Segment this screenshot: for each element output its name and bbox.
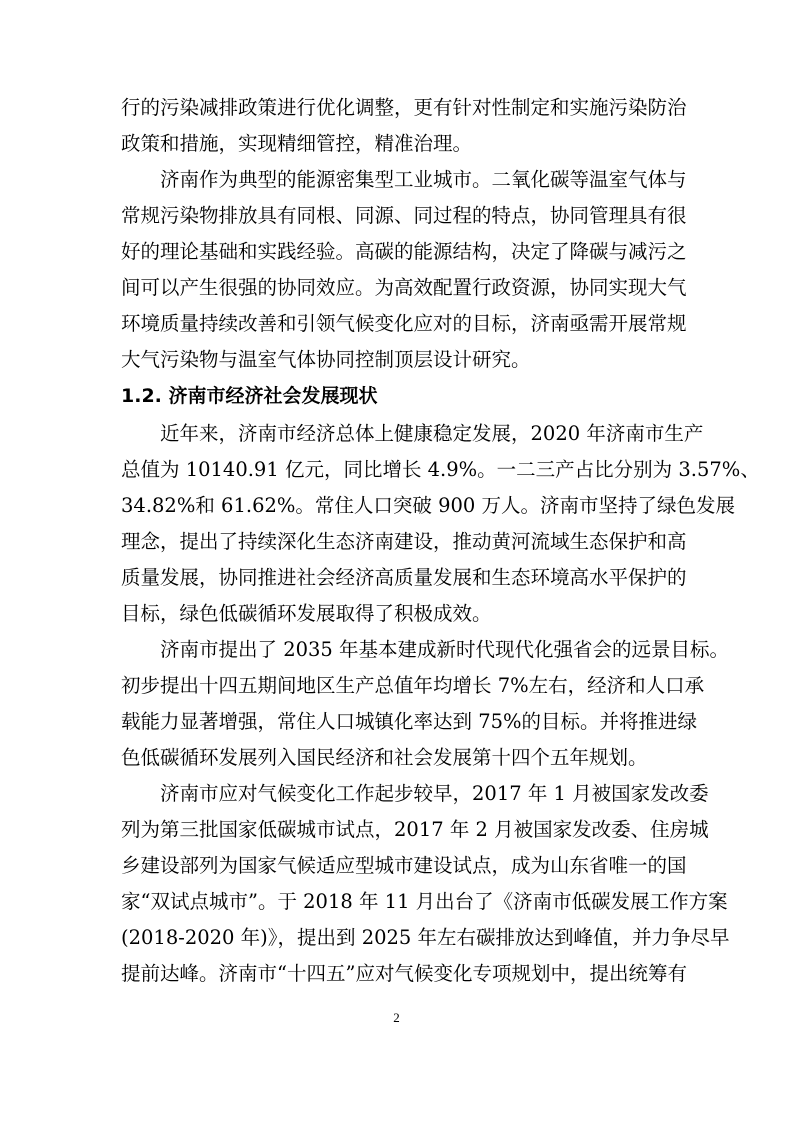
body-text-line: 好的理论基础和实践经验。高碳的能源结构，决定了降碳与减污之 [121, 240, 687, 263]
body-text-line: 34.82%和 61.62%。常住人口突破 900 万人。济南市坚持了绿色发展 [121, 494, 736, 517]
body-text-line: 济南市提出了 2035 年基本建成新时代现代化强省会的远景目标。 [121, 638, 730, 661]
page-number: 2 [393, 1010, 400, 1025]
body-text-line: 济南市应对气候变化工作起步较早，2017 年 1 月被国家发改委 [121, 782, 709, 805]
body-text-line: 提前达峰。济南市“十四五”应对气候变化专项规划中，提出统筹有 [121, 962, 687, 985]
body-text-line: 载能力显著增强，常住人口城镇化率达到 75%的目标。并将推进绿 [121, 710, 698, 733]
body-text-line: 目标，绿色低碳循环发展取得了积极成效。 [121, 602, 492, 625]
body-text-line: 乡建设部列为国家气候适应型城市建设试点，成为山东省唯一的国 [121, 854, 687, 877]
section-heading: 1.2. 济南市经济社会发展现状 [121, 385, 378, 407]
body-text-line: 济南作为典型的能源密集型工业城市。二氧化碳等温室气体与 [121, 168, 687, 191]
body-text-line: 大气污染物与温室气体协同控制顶层设计研究。 [121, 348, 531, 371]
body-text-line: (2018-2020 年)》，提出到 2025 年左右碳排放达到峰值，并力争尽早 [121, 926, 730, 949]
body-text-line: 环境质量持续改善和引领气候变化应对的目标，济南亟需开展常规 [121, 312, 687, 335]
body-text-line: 总值为 10140.91 亿元，同比增长 4.9%。一二三产占比分别为 3.57%、 [121, 458, 760, 481]
body-text-line: 质量发展，协同推进社会经济高质量发展和生态环境高水平保护的 [121, 566, 687, 589]
body-text-line: 列为第三批国家低碳城市试点，2017 年 2 月被国家发改委、住房城 [121, 818, 709, 841]
body-text-line: 政策和措施，实现精细管控，精准治理。 [121, 132, 473, 155]
body-text-line: 间可以产生很强的协同效应。为高效配置行政资源，协同实现大气 [121, 276, 687, 299]
body-text-line: 色低碳循环发展列入国民经济和社会发展第十四个五年规划。 [121, 746, 648, 769]
body-text-line: 近年来，济南市经济总体上健康稳定发展，2020 年济南市生产 [121, 422, 704, 445]
body-text-line: 常规污染物排放具有同根、同源、同过程的特点，协同管理具有很 [121, 204, 687, 227]
body-text-line: 理念，提出了持续深化生态济南建设，推动黄河流域生态保护和高 [121, 530, 687, 553]
body-text-line: 家“双试点城市”。于 2018 年 11 月出台了《济南市低碳发展工作方案 [121, 890, 728, 913]
body-text-line: 初步提出十四五期间地区生产总值年均增长 7%左右，经济和人口承 [121, 674, 705, 697]
body-text-line: 行的污染减排政策进行优化调整，更有针对性制定和实施污染防治 [121, 96, 687, 119]
